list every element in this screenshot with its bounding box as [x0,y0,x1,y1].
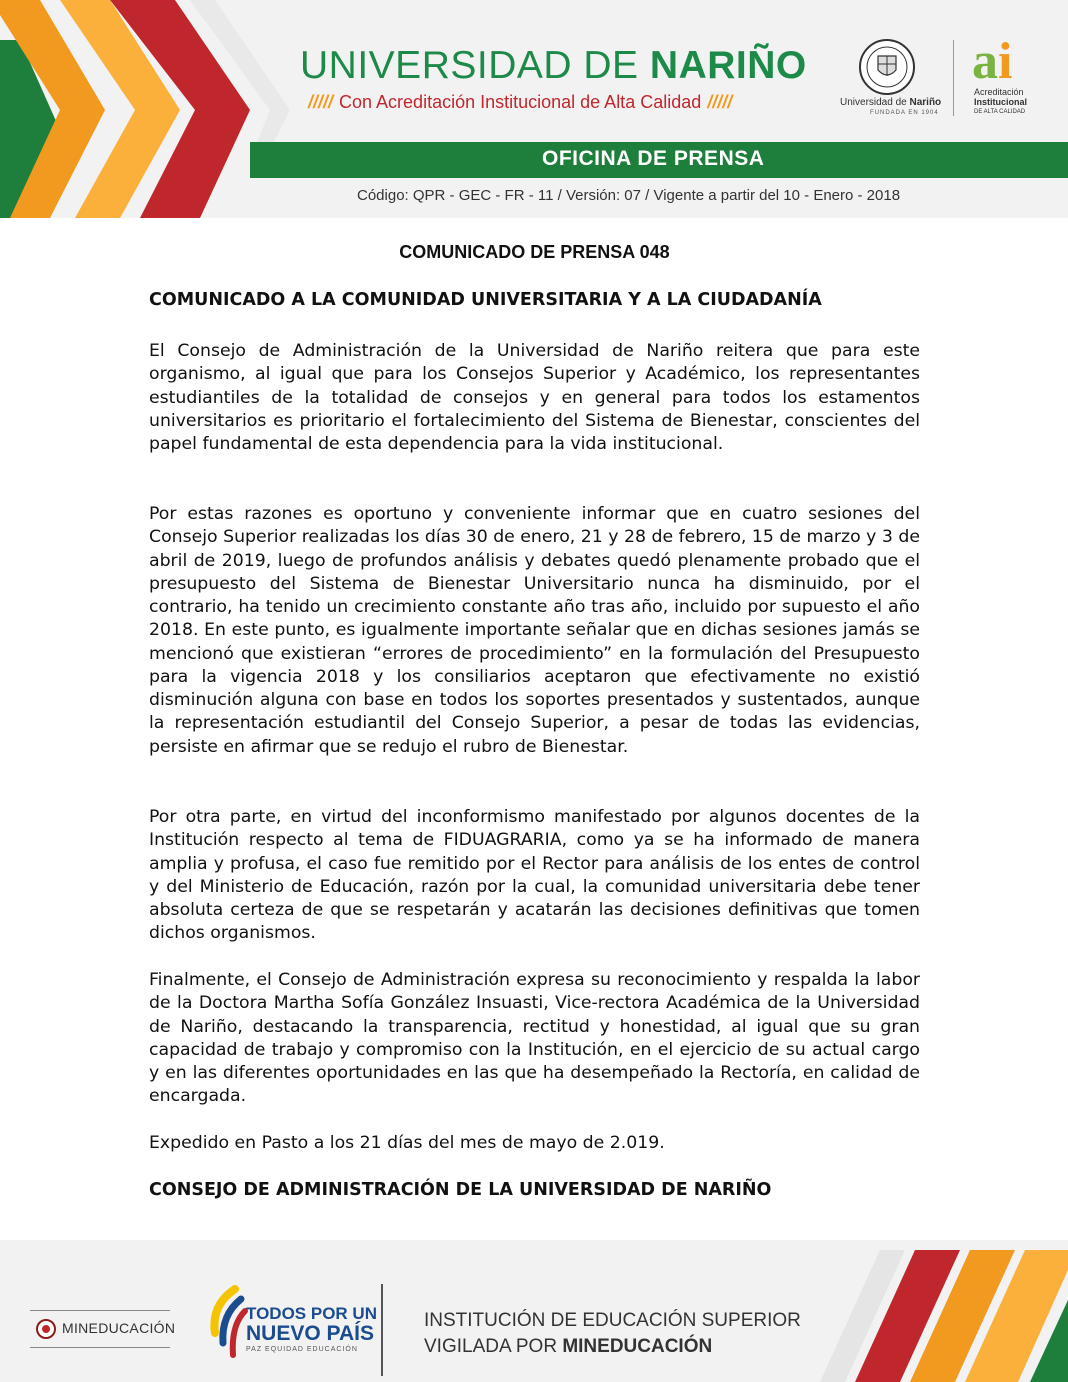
document-code-line: Código: QPR - GEC - FR - 11 / Versión: 07 / Vigente a partir del 10 - Enero - 2018 [357,187,901,204]
institution-line-2-prefix: VIGILADA POR [424,1336,563,1357]
tpnp-line-2: NUEVO PAÍS [246,1322,374,1345]
signature-line: CONSEJO DE ADMINISTRACIÓN DE LA UNIVERSIDAD DE NARIÑO [149,1180,772,1200]
seal-name-prefix: Universidad de [840,97,910,108]
issued-date-line: Expedido en Pasto a los 21 días del mes de mayo de 2.019. [149,1133,665,1153]
office-title: OFICINA DE PRENSA [542,147,765,170]
tagline-slashes-right: ///// [707,92,733,112]
footer-divider [381,1284,383,1376]
ai-label-2: Institucional [974,97,1028,107]
ai-label-3: DE ALTA CALIDAD [974,109,1026,115]
todos-por-un-nuevo-pais-logo-icon [205,1285,249,1361]
seal-university-name [840,97,941,108]
institution-line-1: INSTITUCIÓN DE EDUCACIÓN SUPERIOR [424,1310,801,1331]
seal-name-bold: Nariño [909,97,942,108]
university-title [300,44,807,88]
tpnp-line-3: PAZ EQUIDAD EDUCACIÓN [246,1346,358,1353]
tpnp-line-1: TODOS POR UN [246,1304,377,1323]
tagline-text: Con Acreditación Institucional de Alta Calidad [339,92,702,112]
tagline-slashes-left: ///// [308,92,334,112]
letterhead-header [0,0,1068,218]
mineducacion-label: MINEDUCACIÓN [62,1320,176,1336]
institution-line-2-bold: MINEDUCACIÓN [562,1336,713,1357]
ai-logo-a: a [972,33,998,90]
accreditation-tagline [302,92,738,113]
institution-statement [424,1308,801,1360]
institution-line-2 [424,1334,801,1360]
accreditation-logo [972,33,1013,90]
paragraph-3: Por otra parte, en virtud del inconformismo manifestado por algunos docentes de la Institución respecto al tema de FIDUAGRARIA, como ya se ha informado de manera amplia y profusa, el caso fue remitido por el Rector para análisis de los entes de control y del Ministerio de Educación, razón por la cual, la comunidad universitaria debe tener absoluta certeza de que se respetarán y acatarán las decisiones definitivas que tomen dichos organismos. [149,807,920,944]
office-banner [250,142,1068,178]
paragraph-2: Por estas razones es oportuno y conveniente informar que en cuatro sesiones del Consejo Superior realizadas los días 30 de enero, 21 y 28 de febrero, 15 de marzo y 3 de abril de 2019, luego de profundos análisis y debates quedó plenamente probado que el presupuesto del Sistema de Bienestar Universitario nunca ha disminuido, por el contrario, ha tenido un crecimiento constante año tras año, incluido por supuesto el año 2018. En este punto, es igualmente importante señalar que en dichas sesiones jamás se mencionó que existieran “errores de procedimiento” en la formulación del Presupuesto para la vigencia 2018 y los consiliarios aceptaron que efectivamente no existió disminución alguna con base en todos los soportes presentados y sustentados, aunque la representación estudiantil del Consejo Superior, a pesar de todas las evidencias, persiste en afirmar que se redujo el rubro de Bienestar. [149,504,920,757]
university-title-part1: UNIVERSIDAD DE [300,44,650,87]
university-title-part2: NARIÑO [649,44,807,87]
university-seal-icon [852,38,922,96]
mineducacion-logo [30,1310,176,1348]
ai-label-1: Acreditación [974,87,1024,97]
release-subject: COMUNICADO A LA COMUNIDAD UNIVERSITARIA Y A LA CIUDADANÍA [149,290,822,310]
colombia-shield-icon [36,1319,56,1339]
paragraph-1: El Consejo de Administración de la Universidad de Nariño reitera que para este organismo, al igual que para los Consejos Superior y Académico, los representantes estudiantiles de la totalidad de consejos y en general para todos los estamentos universitarios es prioritario el fortalecimiento del Sistema de Bienestar, conscientes del papel fundamental de esta dependencia para la vida institucional. [149,341,920,454]
header-stripes-decoration [0,0,320,218]
ai-logo-i: i [998,33,1013,90]
accreditation-label [974,87,1027,117]
header-divider [953,40,954,116]
todos-por-un-nuevo-pais-text [246,1304,377,1356]
letterhead-footer [0,1240,1068,1382]
seal-founded-text: FUNDADA EN 1904 [870,110,939,116]
release-number: COMUNICADO DE PRENSA 048 [399,242,670,262]
paragraph-4: Finalmente, el Consejo de Administración expresa su reconocimiento y respalda la labor de la Doctora Martha Sofía González Insuasti, Vice-rectora Académica de la Universidad de Nariño, destacando la transparencia, rectitud y honestidad, al igual que su gran capacidad de trabajo y compromiso con la Institución, en el ejercicio de su actual cargo y en las diferentes oportunidades en las que ha desempeñado la Rectoría, en calidad de encargada. [149,970,920,1107]
